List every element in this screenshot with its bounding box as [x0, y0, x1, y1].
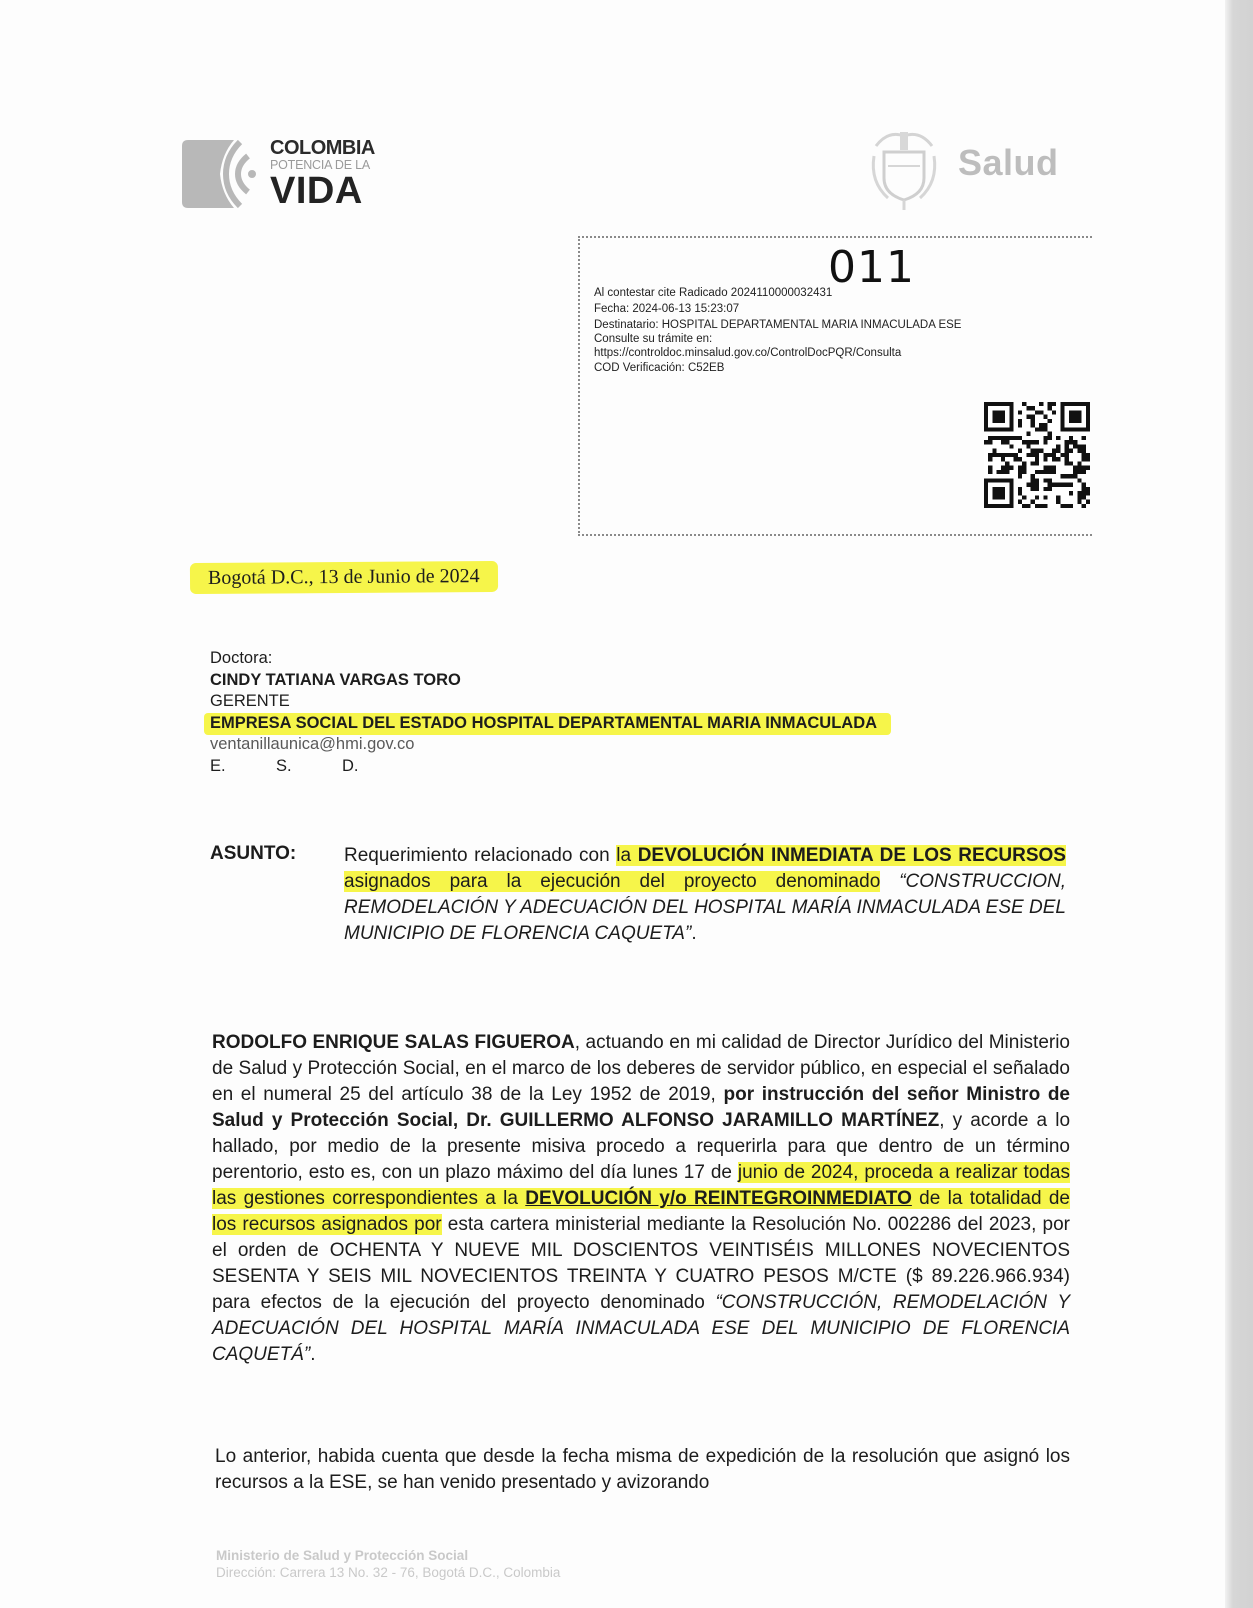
asunto-highlight: asignados para la ejecución del proyecto denominado — [344, 871, 881, 892]
asunto-text — [344, 843, 1066, 947]
stamp-number: 011 — [828, 242, 915, 293]
paragraph-text: esta cartera ministerial mediante la Resolución No. 002286 del 2023, por el orden de OCHENTA Y NUEVE MIL DOSCIENTOS VEINTISÉIS MILLONES NOVECIENTOS SESENTA Y SEIS MIL NOVECIENTOS TREINTA Y CUATRO PESOS M/CTE ($ 89.226.966.934) para efectos de la ejecución del proyecto denominado — [212, 1214, 1070, 1313]
esd-e: E. — [210, 756, 226, 775]
signal-waves-icon — [182, 140, 256, 208]
asunto-project-name: “CONSTRUCCION, REMODELACIÓN Y ADECUACIÓN DEL HOSPITAL MARÍA INMACULADA ESE DEL MUNICIPIO DE FLORENCIA CAQUETA” — [344, 871, 1066, 944]
coat-of-arms-icon — [868, 126, 940, 210]
salutation: Doctora: — [210, 649, 273, 667]
radicado-stamp — [578, 236, 1092, 536]
paragraph-highlight: junio de 2024, proceda a realizar todas las gestiones correspondientes a la — [212, 1162, 1070, 1209]
esd-s: S. — [276, 756, 292, 775]
qr-code-icon — [984, 402, 1090, 508]
asunto-highlight: la — [616, 845, 638, 866]
body-paragraph-1 — [212, 1030, 1070, 1368]
colombia-potencia-de-la-vida-logo — [182, 134, 392, 214]
esd-abbreviation — [210, 756, 891, 778]
project-name: “CONSTRUCCIÓN, REMODELACIÓN Y ADECUACIÓN DEL HOSPITAL MARÍA INMACULADA ESE DEL MUNICIPIO DE FLORENCIA CAQUETÁ” — [212, 1292, 1070, 1365]
place-date: Bogotá D.C., 13 de Junio de 2024 — [190, 561, 498, 594]
recipient-email: ventanillaunica@hmi.gov.co — [210, 735, 415, 753]
footer — [216, 1547, 560, 1581]
stamp-fecha: Fecha: 2024-06-13 15:23:07 — [594, 302, 740, 315]
devolucion-highlight: DEVOLUCIÓN y/o REINTEGROINMEDIATO — [525, 1188, 912, 1209]
minister-instruction: por instrucción del señor Ministro de Salud y Protección Social, Dr. GUILLERMO ALFONSO JARAMILLO MARTÍNEZ — [212, 1084, 1071, 1131]
stamp-radicado: Al contestar cite Radicado 2024110000032431 — [594, 287, 833, 299]
paragraph-text: , actuando en mi calidad de Director Jurídico del Ministerio de Salud y Protección Social, en el marco de los deberes de servidor público, en especial el señalado en el numeral 25 del artículo 38 de la Ley 1952 de 2019, — [212, 1032, 1070, 1105]
paragraph-highlight: de la totalidad de los recursos asignados por — [212, 1188, 1070, 1235]
footer-ministry: Ministerio de Salud y Protección Social — [216, 1548, 469, 1563]
body-paragraph-2: Lo anterior, habida cuenta que desde la fecha misma de expedición de la resolución que asignó los recursos a la ESE, se han venido presentado y avizorando — [215, 1446, 1070, 1493]
footer-address: Dirección: Carrera 13 No. 32 - 76, Bogotá D.C., Colombia — [216, 1565, 561, 1580]
stamp-url: https://controldoc.minsalud.gov.co/ControlDocPQR/Consulta — [594, 347, 902, 360]
ministerio-salud-logo — [868, 126, 1058, 210]
logo-colombia-text: COLOMBIA — [270, 137, 375, 159]
paragraph-text: , y acorde a lo hallado, por medio de la presente misiva procedo a requerirla para que dentro de un término perentorio, esto es, con un plazo máximo del día lunes 17 de — [212, 1110, 1071, 1183]
asunto-highlight-bold: DEVOLUCIÓN INMEDIATA DE LOS RECURSOS — [637, 845, 1066, 866]
stamp-destinatario: Destinatario: HOSPITAL DEPARTAMENTAL MARIA INMACULADA ESE — [594, 318, 962, 331]
paragraph-text: . — [310, 1344, 316, 1365]
logo-potencia-text: POTENCIA DE LA — [270, 158, 371, 172]
asunto-label: ASUNTO: — [210, 843, 297, 864]
asunto-part: Requerimiento relacionado con — [344, 845, 617, 866]
recipient-organization: EMPRESA SOCIAL DEL ESTADO HOSPITAL DEPARTAMENTAL MARIA INMACULADA — [204, 713, 891, 735]
asunto-part: . — [691, 923, 697, 944]
stamp-cod: COD Verificación: C52EB — [594, 362, 725, 375]
stamp-consulte: Consulte su trámite en: — [594, 333, 713, 346]
page-edge-shadow — [1225, 0, 1253, 1608]
recipient-name: CINDY TATIANA VARGAS TORO — [210, 670, 461, 689]
logo-vida-text: VIDA — [270, 170, 363, 212]
esd-d: D. — [342, 756, 359, 775]
recipient-role: GERENTE — [210, 692, 290, 710]
signer-name: RODOLFO ENRIQUE SALAS FIGUEROA — [212, 1032, 575, 1053]
recipient-block — [210, 648, 891, 777]
salud-logo-text: Salud — [958, 142, 1059, 183]
